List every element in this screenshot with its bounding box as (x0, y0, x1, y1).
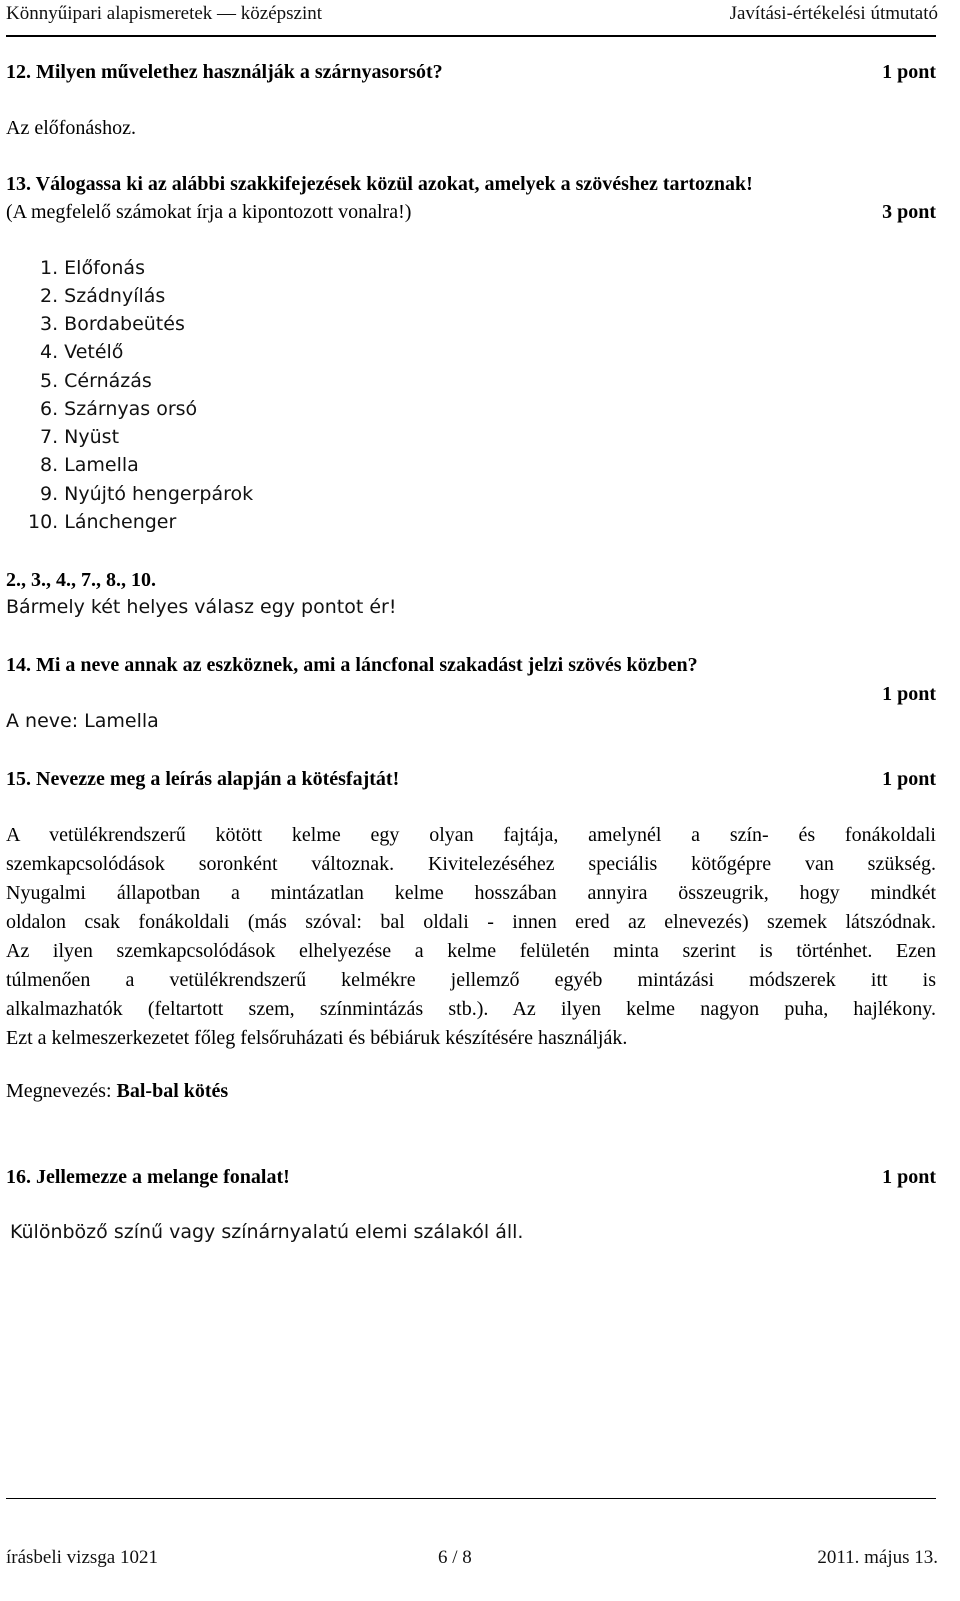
q15-answer-value: Bal-bal kötés (116, 1080, 229, 1102)
q16-answer: Különböző színű vagy színárnyalatú elemi szálakól áll. (10, 1221, 524, 1243)
q16-points: 1 pont (882, 1166, 936, 1188)
footer-exam-code: írásbeli vizsga 1021 (6, 1547, 158, 1568)
paragraph-line: Az ilyen szemkapcsolódások elhelyezése a kelme felületén minta szerint is történhet. Ezen (6, 940, 936, 962)
list-item: 4. Vetélő (40, 341, 124, 363)
paragraph-line: alkalmazhatók (feltartott szem, színmintázás stb.). Az ilyen kelme nagyon puha, hajlékony. (6, 998, 936, 1020)
list-item: 3. Bordabeütés (40, 313, 185, 335)
list-item: 9. Nyújtó hengerpárok (40, 483, 254, 505)
q15-question: 15. Nevezze meg a leírás alapján a kötésfajtát! (6, 768, 400, 790)
list-item: 6. Szárnyas orsó (40, 398, 198, 420)
list-item: 1. Előfonás (40, 257, 145, 279)
footer-page-number: 6 / 8 (438, 1547, 472, 1568)
paragraph-line: Ezt a kelmeszerkezetet főleg felsőruházati és bébiáruk készítésére használják. (6, 1027, 628, 1049)
q15-description (6, 821, 936, 1053)
paragraph-line: A vetülékrendszerű kötött kelme egy olyan fajtája, amelynél a szín- és fonákoldali (6, 824, 936, 846)
q16-question: 16. Jellemezze a melange fonalat! (6, 1166, 290, 1188)
paragraph-line: szemkapcsolódások soronként változnak. Kivitelezéséhez speciális kötőgépre van szükség. (6, 853, 936, 875)
q12-question: 12. Milyen művelethez használják a szárnyasorsót? (6, 61, 443, 83)
q13-question: 13. Válogassa ki az alábbi szakkifejezések közül azokat, amelyek a szövéshez tartoznak! (6, 173, 753, 195)
q14-points: 1 pont (882, 683, 936, 705)
q15-points: 1 pont (882, 768, 936, 790)
q14-question: 14. Mi a neve annak az eszköznek, ami a láncfonal szakadást jelzi szövés közben? (6, 654, 698, 676)
list-item: 5. Cérnázás (40, 370, 152, 392)
list-item: 7. Nyüst (40, 426, 120, 448)
q12-points: 1 pont (882, 61, 936, 83)
paragraph-line: túlmenően a vetülékrendszerű kelmékre jellemző egyéb mintázási módszerek itt is (6, 969, 936, 991)
paragraph-line: Nyugalmi állapotban a mintázatlan kelme hosszában annyira összeugrik, hogy mindkét (6, 882, 936, 904)
list-item: 2. Szádnyílás (40, 285, 166, 307)
footer-date: 2011. május 13. (817, 1547, 938, 1568)
q13-scoring-note: Bármely két helyes válasz egy pontot ér! (6, 596, 397, 618)
q13-answer: 2., 3., 4., 7., 8., 10. (6, 569, 156, 591)
q15-answer-label: Megnevezés: (6, 1080, 112, 1102)
header-subtitle: Javítási-értékelési útmutató (729, 3, 938, 24)
paragraph-line: oldalon csak fonákoldali (más szóval: bal oldali - innen ered az elnevezés) szemek látszódnak. (6, 911, 936, 933)
q13-points: 3 pont (882, 201, 936, 223)
q12-answer: Az előfonáshoz. (6, 117, 136, 139)
q15-answer (6, 1081, 228, 1101)
list-item: 10. Lánchenger (28, 511, 177, 533)
list-item: 8. Lamella (40, 454, 139, 476)
q13-instruction: (A megfelelő számokat írja a kipontozott vonalra!) (6, 201, 412, 223)
header-title: Könnyűipari alapismeretek — középszint (6, 3, 323, 24)
q14-answer: A neve: Lamella (6, 710, 159, 732)
footer-rule (6, 1498, 936, 1499)
header-rule (6, 35, 936, 37)
